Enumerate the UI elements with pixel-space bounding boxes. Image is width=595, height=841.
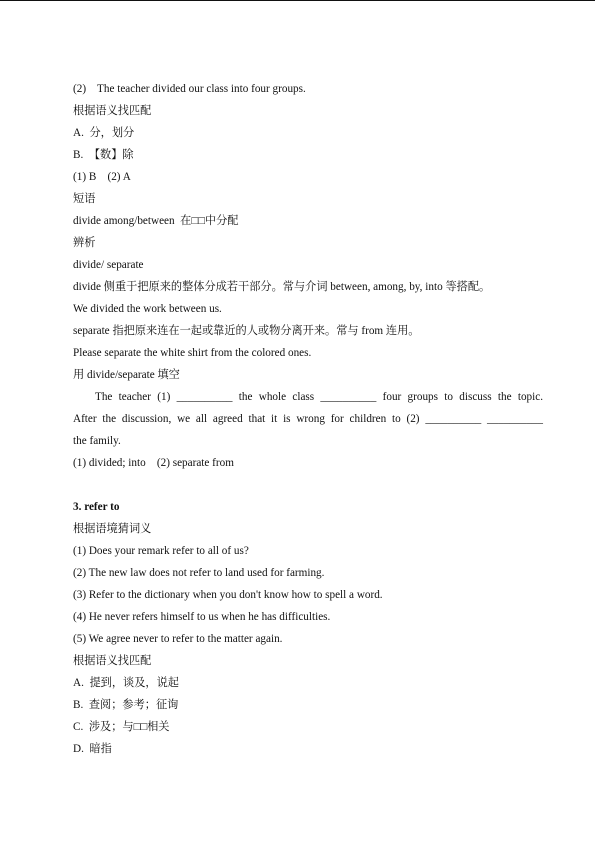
fill-heading: 用 divide/separate 填空 bbox=[73, 369, 180, 381]
refer-option-d: D. 暗指 bbox=[73, 743, 112, 755]
analysis-heading: 辨析 bbox=[73, 237, 96, 249]
section-title-refer-to: 3. refer to bbox=[73, 501, 120, 513]
page-top-border bbox=[0, 0, 595, 1]
divide-usage-example: We divided the work between us. bbox=[73, 303, 222, 315]
separate-usage-example: Please separate the white shirt from the colored ones. bbox=[73, 347, 312, 359]
divide-note: divide 侧重于把原来的整体分成若干部分。常与介词 between, among, by, into 等搭配。 bbox=[73, 281, 491, 293]
phrase-text: divide among/between 在□□中分配 bbox=[73, 215, 239, 227]
refer-example-4: (4) He never refers himself to us when he has difficulties. bbox=[73, 611, 331, 623]
analysis-words: divide/ separate bbox=[73, 259, 144, 271]
fill-paragraph-line-2: After the discussion, we all agreed that it is wrong for children to (2) __________ __________ bbox=[73, 413, 543, 425]
divide-option-a: A. 分，划分 bbox=[73, 127, 135, 139]
refer-option-a: A. 提到，谈及，说起 bbox=[73, 677, 179, 689]
refer-option-b: B. 查阅；参考；征询 bbox=[73, 699, 179, 711]
fill-answer: (1) divided; into (2) separate from bbox=[73, 457, 234, 469]
phrase-heading: 短语 bbox=[73, 193, 96, 205]
document-page bbox=[73, 78, 543, 760]
divide-example-2: (2) The teacher divided our class into four groups. bbox=[73, 83, 306, 95]
fill-paragraph-line-3: the family. bbox=[73, 435, 121, 447]
fill-paragraph-line-1: The teacher (1) __________ the whole class __________ four groups to discuss the topic. bbox=[95, 391, 543, 403]
divide-option-b: B. 【数】除 bbox=[73, 149, 134, 161]
separate-note: separate 指把原来连在一起或靠近的人或物分离开来。常与 from 连用。 bbox=[73, 325, 420, 337]
refer-match-heading: 根据语义找匹配 bbox=[73, 655, 152, 667]
divide-match-heading: 根据语义找匹配 bbox=[73, 105, 152, 117]
refer-option-c: C. 涉及；与□□相关 bbox=[73, 721, 170, 733]
divide-answer: (1) B (2) A bbox=[73, 171, 131, 183]
refer-example-5: (5) We agree never to refer to the matter again. bbox=[73, 633, 283, 645]
refer-example-1: (1) Does your remark refer to all of us? bbox=[73, 545, 249, 557]
refer-example-3: (3) Refer to the dictionary when you don't know how to spell a word. bbox=[73, 589, 383, 601]
refer-guess-heading: 根据语境猜词义 bbox=[73, 523, 152, 535]
refer-example-2: (2) The new law does not refer to land used for farming. bbox=[73, 567, 325, 579]
section-spacer bbox=[73, 474, 543, 496]
